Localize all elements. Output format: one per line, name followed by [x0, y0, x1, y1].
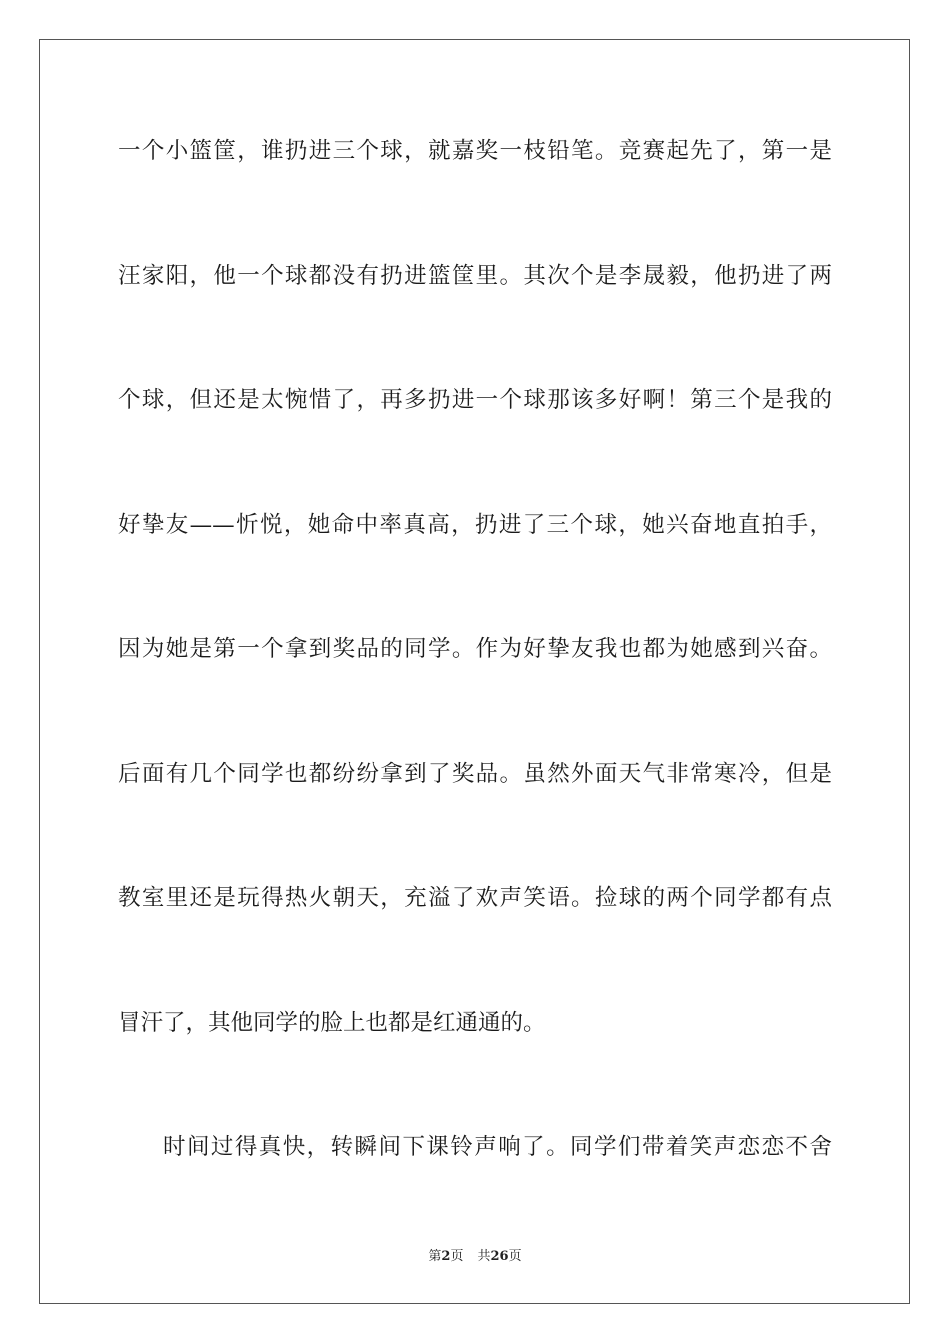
footer-page-current: 2 [441, 1249, 451, 1264]
body-line-8: 冒汗了，其他同学的脸上也都是红通通的。 [118, 1010, 546, 1036]
footer-total-suffix: 页 [508, 1249, 522, 1264]
footer-page-suffix: 页 [450, 1249, 464, 1264]
body-line-9: 时间过得真快，转瞬间下课铃声响了。同学们带着笑声恋恋不舍 [163, 1134, 832, 1160]
page-footer [0, 1248, 950, 1266]
body-line-1: 一个小篮筐，谁扔进三个球，就嘉奖一枝铅笔。竞赛起先了，第一是 [118, 138, 832, 164]
footer-page-total: 26 [490, 1249, 509, 1264]
footer-page-prefix: 第 [428, 1249, 442, 1264]
page-frame [39, 39, 910, 1304]
body-line-7: 教室里还是玩得热火朝天，充溢了欢声笑语。捡球的两个同学都有点 [118, 885, 832, 911]
body-line-6: 后面有几个同学也都纷纷拿到了奖品。虽然外面天气非常寒冷，但是 [118, 761, 832, 787]
footer-total-prefix: 共 [477, 1249, 491, 1264]
body-line-4: 好挚友——忻悦，她命中率真高，扔进了三个球，她兴奋地直拍手， [118, 512, 832, 538]
body-line-5: 因为她是第一个拿到奖品的同学。作为好挚友我也都为她感到兴奋。 [118, 636, 832, 662]
body-line-3: 个球，但还是太惋惜了，再多扔进一个球那该多好啊！第三个是我的 [118, 387, 832, 413]
body-line-2: 汪家阳，他一个球都没有扔进篮筐里。其次个是李晟毅，他扔进了两 [118, 263, 832, 289]
